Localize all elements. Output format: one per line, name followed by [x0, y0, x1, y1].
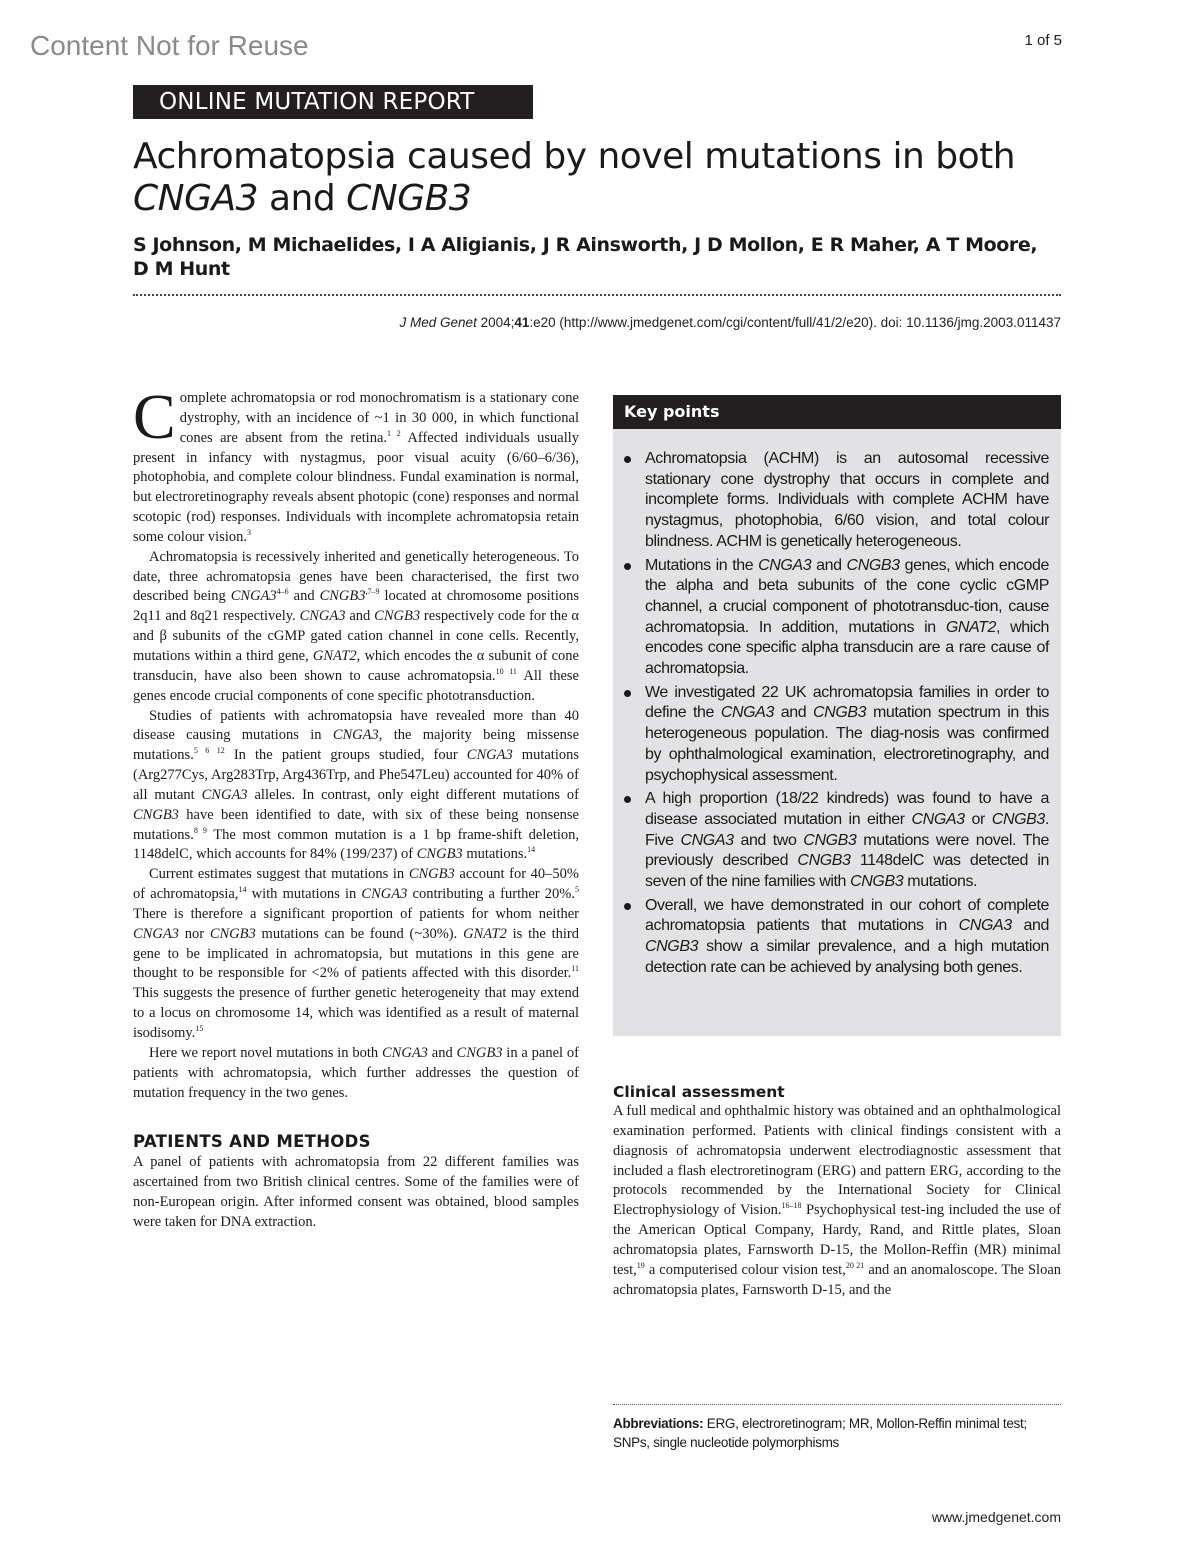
key-point-item: Achromatopsia (ACHM) is an autosomal recessive stationary cone dystrophy that occurs in complete and incomplete forms. Individuals with complete ACHM have nystagmus, photophobia, 6/60 vision, and total colour blindness. ACHM is genetically heterogeneous. [645, 449, 1049, 553]
section-heading-clinical-assessment: Clinical assessment [613, 1083, 785, 1101]
left-column-body [133, 381, 580, 1233]
paragraph-clinical: A full medical and ophthalmic history was obtained and an ophthalmological examination performed. Patients with clinical findings consistent with a diagnosis of achromatopsia underwent electrodiagnostic assessment that included a flash electroretinogram (ERG) and pattern ERG, according to the protocols recommended by the International Society for Clinical Electrophysiology of Vision.$^{16-18}$ Psychophysical test-ing included the use of the American Optical Company, Hardy, Rand, and Rittle plates, Sloan achromatopsia plates, Farnsworth D-15, the Mollon-Reffin (MR) minimal test,$^{19}$ a computerised colour vision test,$^{20 21}$ and an anomaloscope. The Sloan achromatopsia plates, Farnsworth D-15, and the [613, 1103, 1062, 1298]
key-point-item: We investigated 22 UK achromatopsia families in order to define the CNGA3 and CNGB3 mutation spectrum in this heterogeneous population. The diag-nosis was confirmed by ophthalmological examination, electroretinography, and psychophysical assessment. [645, 683, 1049, 787]
abbreviations-note: Abbreviations: ERG, electroretinogram; MR, Mollon-Reffin minimal test; SNPs, single nucleotide polymorphisms [613, 1416, 1027, 1450]
drop-cap: C [133, 381, 176, 452]
section-heading-patients-methods: PATIENTS AND METHODS [133, 1132, 371, 1152]
paragraph-genes: Achromatopsia is recessively inherited and genetically heterogeneous. To date, three achromatopsia genes have been characterised, the first two described being CNGA3$^{4-6}$ and $CNGB3^{,7-9}$ located at chromosome positions 2q11 and 8q21 respectively. CNGA3 and CNGB3 respectively code for the α and β subunits of the cGMP gated cation channel in cone cells. Recently, mutations within a third gene, GNAT2, which encodes the α subunit of cone transducin, have also been shown to cause achromatopsia.$^{10 11}$ All these genes encode crucial components of cone specific phototransduction. [133, 548, 580, 704]
right-column-body [613, 1082, 1061, 1300]
paragraph-studies: Studies of patients with achromatopsia have revealed more than 40 disease causing mutations in CNGA3, the majority being missense mutations.$^{5 6 12}$ In the patient groups studied, four CNGA3 mutations (Arg277Cys, Arg283Trp, Arg436Trp, and Phe547Leu) accounted for 40% of all mutant CNGA3 alleles. In contrast, only eight different mutations of CNGB3 have been identified to date, with six of these being nonsense mutations.$^{8 9}$ The most common mutation is a 1 bp frame-shift deletion, 1148delC, which accounts for 84% (199/237) of CNGB3 mutations.$^{14}$ [133, 707, 580, 863]
key-point-item: Mutations in the CNGA3 and CNGB3 genes, which encode the alpha and beta subunits of the cone cyclic cGMP channel, a crucial component of phototransduc-tion, cause achromatopsia. In addition, mutations in GNAT2, which encodes cone specific alpha transducin are a rare cause of achromatopsia. [645, 556, 1049, 680]
citation-line: J Med Genet 2004;41:e20 (http://www.jmedgenet.com/cgi/content/full/41/2/e20). doi: 10.1136/jmg.2003.011437 [399, 315, 1061, 330]
author-list: S Johnson, M Michaelides, I A Aligianis, J R Ainsworth, J D Mollon, E R Maher, A T Moore, D M Hunt [133, 234, 1038, 280]
paragraph-report: Here we report novel mutations in both CNGA3 and CNGB3 in a panel of patients with achromatopsia, which further addresses the question of mutation frequency in the two genes. [133, 1044, 579, 1101]
report-type-banner: ONLINE MUTATION REPORT [133, 85, 533, 119]
watermark-text: Content Not for Reuse [30, 30, 309, 61]
page-number: 1 of 5 [1024, 32, 1062, 49]
paragraph-patients: A panel of patients with achromatopsia from 22 different families was ascertained from two British clinical centres. Some of the families were of non-European origin. After informed consent was obtained, blood samples were taken for DNA extraction. [133, 1154, 579, 1230]
key-point-item: Overall, we have demonstrated in our cohort of complete achromatopsia patients that mutations in CNGA3 and CNGB3 show a similar prevalence, and a high mutation detection rate can be achieved by analysing both genes. [645, 896, 1049, 979]
footer-url: www.jmedgenet.com [931, 1509, 1061, 1525]
key-point-item: A high proportion (18/22 kindreds) was found to have a disease associated mutation in either CNGA3 or CNGB3. Five CNGA3 and two CNGB3 mutations were novel. The previously described CNGB3 1148delC was detected in seven of the nine families with CNGB3 mutations. [645, 789, 1049, 893]
key-points-header: Key points [613, 395, 1061, 429]
key-points-list [613, 429, 1061, 979]
abbreviations-divider [613, 1404, 1061, 1405]
paper-title: Achromatopsia caused by novel mutations in both CNGA3 and CNGB3 [133, 136, 1016, 219]
paragraph-estimates: Current estimates suggest that mutations in CNGB3 account for 40–50% of achromatopsia,$^{14}$ with mutations in CNGA3 contributing a further 20%.$^5$ There is therefore a significant proportion of patients for whom neither CNGA3 nor CNGB3 mutations can be found (~30%). GNAT2 is the third gene to be implicated in achromatopsia, but mutations in this gene are thought to be responsible for <2% of patients affected with this disorder.$^{11}$ This suggests the presence of further genetic heterogeneity that may extend to a locus on chromosome 14, which was identified as a result of maternal isodisomy.$^{15}$ [133, 866, 580, 1041]
header-divider [133, 294, 1061, 296]
intro-paragraph: Complete achromatopsia or rod monochromatism is a stationary cone dystrophy, with an incidence of ~1 in 30 000, in which functional cones are absent from the retina.$^{1 2}$ Affected individuals usually present in infancy with nystagmus, poor visual acuity (6/60–6/36), photophobia, and complete colour blindness. Fundal examination is normal, but electroretinography reveals absent photopic (cone) responses and normal scotopic (rod) responses. Individuals with incomplete achromatopsia retain some colour vision.$^3$ [133, 381, 579, 545]
key-points-box [613, 395, 1061, 1036]
